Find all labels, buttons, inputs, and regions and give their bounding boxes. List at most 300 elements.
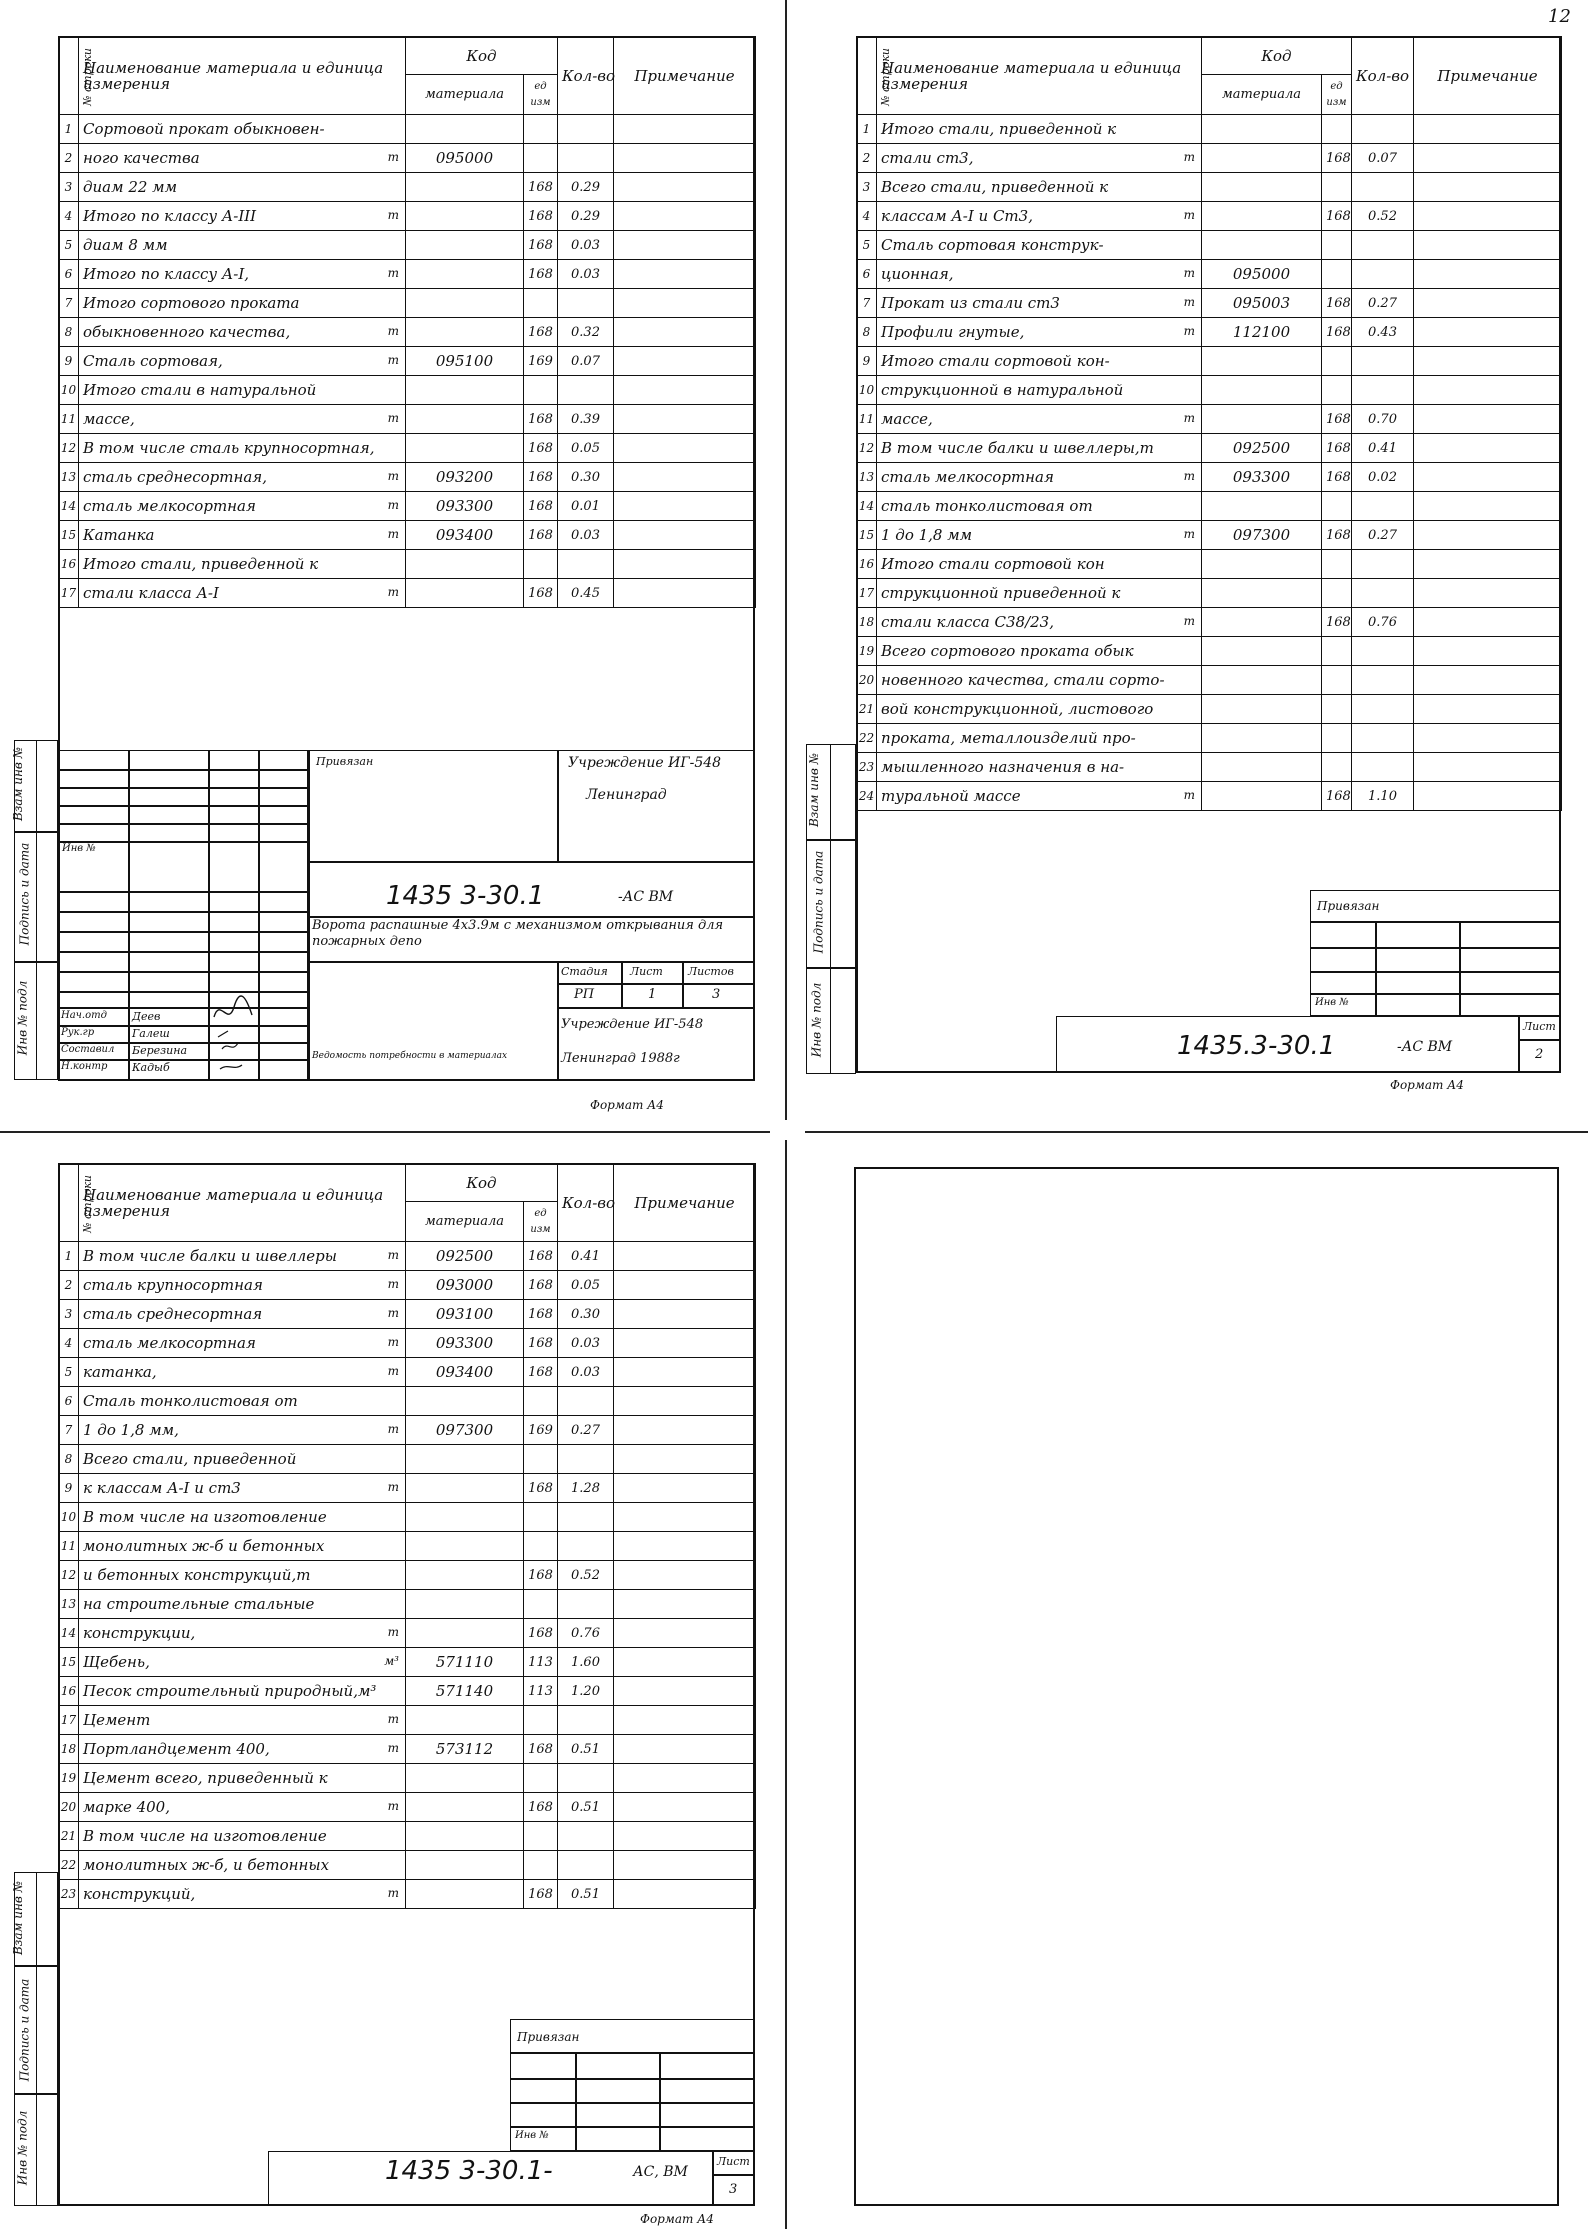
note <box>614 1764 756 1793</box>
row-number: 12 <box>59 434 79 463</box>
unit-code <box>524 144 558 173</box>
note <box>1414 521 1562 550</box>
header-row-no: № строки <box>59 37 79 115</box>
quantity: 0.41 <box>1352 434 1414 463</box>
row-number: 2 <box>59 144 79 173</box>
side-label-vzam: Взам инв № <box>11 746 26 822</box>
material-unit: т <box>1183 150 1195 164</box>
row-number: 5 <box>857 231 877 260</box>
material-unit: т <box>387 1625 399 1639</box>
row-number: 1 <box>857 115 877 144</box>
doc-suffix-2: -АС ВМ <box>1397 1039 1453 1055</box>
unit-code: 168 <box>524 1735 558 1764</box>
quantity <box>558 376 614 405</box>
material-code <box>1202 637 1322 666</box>
note <box>1414 347 1562 376</box>
material-name-text: монолитных ж-б и бетонных <box>83 1537 325 1555</box>
material-code <box>1202 695 1322 724</box>
unit-code: 168 <box>524 405 558 434</box>
material-code: 573112 <box>406 1735 524 1764</box>
table-row <box>857 753 1562 782</box>
material-code <box>406 260 524 289</box>
note <box>614 115 756 144</box>
quantity <box>558 550 614 579</box>
material-name-text: Сталь сортовая, <box>83 352 223 370</box>
row-number: 2 <box>59 1271 79 1300</box>
material-name <box>79 1851 406 1880</box>
row-number: 7 <box>59 1416 79 1445</box>
unit-code: 168 <box>524 1271 558 1300</box>
quantity: 1.60 <box>558 1648 614 1677</box>
material-name <box>79 1242 406 1271</box>
sheet-label: Лист <box>630 965 663 978</box>
material-code: 095100 <box>406 347 524 376</box>
quantity <box>1352 115 1414 144</box>
quantity: 0.43 <box>1352 318 1414 347</box>
note <box>614 1474 756 1503</box>
row-number: 12 <box>59 1561 79 1590</box>
material-code <box>1202 724 1322 753</box>
inv-label-2: Инв № <box>1315 997 1349 1008</box>
material-code: 093000 <box>406 1271 524 1300</box>
note <box>1414 695 1562 724</box>
material-unit: т <box>387 1480 399 1494</box>
table-row <box>857 550 1562 579</box>
note <box>614 260 756 289</box>
material-name-text: В том числе на изготовление <box>83 1508 327 1526</box>
row-number: 13 <box>59 1590 79 1619</box>
privyazan-label-3: Привязан <box>517 2030 580 2044</box>
note <box>614 579 756 608</box>
table-row <box>59 1329 756 1358</box>
table-row <box>59 1851 756 1880</box>
row-number: 17 <box>59 579 79 608</box>
quantity: 0.70 <box>1352 405 1414 434</box>
row-number: 18 <box>857 608 877 637</box>
sheet-2-side-strip <box>806 744 856 1074</box>
quantity: 0.51 <box>558 1735 614 1764</box>
note <box>1414 231 1562 260</box>
material-unit: т <box>387 324 399 338</box>
material-code <box>1202 782 1322 811</box>
sheet-3-side-strip <box>11 1872 58 2206</box>
doc-code-3: 1435 3-30.1- <box>385 2156 553 2186</box>
material-code <box>406 434 524 463</box>
format-label-1: Формат А4 <box>590 1098 664 1112</box>
table-row <box>59 1677 756 1706</box>
table-row <box>857 231 1562 260</box>
doc-title: Ворота распашные 4х3.9м с механизмом открывания для пожарных депо <box>312 918 724 949</box>
note <box>1414 463 1562 492</box>
role-3-name: Березина <box>132 1044 188 1057</box>
unit-code <box>1322 231 1352 260</box>
unit-code: 168 <box>524 260 558 289</box>
quantity <box>558 1590 614 1619</box>
unit-code: 168 <box>524 1619 558 1648</box>
note <box>614 1300 756 1329</box>
material-name-text: сталь среднесортная, <box>83 468 267 486</box>
role-4: Н.контр <box>61 1061 108 1072</box>
row-number: 9 <box>59 1474 79 1503</box>
material-name <box>877 550 1202 579</box>
material-unit: т <box>1183 208 1195 222</box>
material-unit: т <box>387 1335 399 1349</box>
table-row <box>59 144 756 173</box>
note <box>1414 260 1562 289</box>
table-row <box>857 405 1562 434</box>
note <box>614 1677 756 1706</box>
table-row <box>59 463 756 492</box>
unit-code <box>524 1822 558 1851</box>
role-2: Рук.гр <box>61 1027 95 1038</box>
material-code <box>1202 173 1322 202</box>
table-row <box>59 1387 756 1416</box>
material-name-text: обыкновенного качества, <box>83 323 291 341</box>
side-label-inv-2: Инв № подл <box>809 982 824 1058</box>
table-row <box>59 1503 756 1532</box>
material-name <box>79 1619 406 1648</box>
row-number: 20 <box>857 666 877 695</box>
note <box>614 173 756 202</box>
header-note: Примечание <box>614 37 756 115</box>
note <box>614 550 756 579</box>
quantity <box>558 115 614 144</box>
row-number: 13 <box>59 463 79 492</box>
material-name-text: диам 8 мм <box>83 236 168 254</box>
table-row <box>857 115 1562 144</box>
unit-code: 168 <box>524 521 558 550</box>
material-name-text: классам А-I и Ст3, <box>881 207 1033 225</box>
row-number: 9 <box>857 347 877 376</box>
material-name <box>79 463 406 492</box>
material-name-text: вой конструкционной, листового <box>881 700 1154 718</box>
material-code: 097300 <box>1202 521 1322 550</box>
unit-code <box>524 289 558 318</box>
quantity: 0.05 <box>558 434 614 463</box>
quantity <box>558 1822 614 1851</box>
unit-code: 168 <box>524 202 558 231</box>
quantity <box>1352 173 1414 202</box>
quantity: 0.03 <box>558 231 614 260</box>
table-row <box>59 405 756 434</box>
city-label: Ленинград <box>586 787 667 803</box>
material-unit: т <box>1183 469 1195 483</box>
material-name-text: Портландцемент 400, <box>83 1740 270 1758</box>
table-row <box>59 289 756 318</box>
table-row <box>59 231 756 260</box>
header-note-3: Примечание <box>614 1164 756 1242</box>
material-name <box>877 463 1202 492</box>
row-number: 15 <box>59 521 79 550</box>
sheet-3-privyazan-block <box>510 2019 755 2151</box>
row-number: 8 <box>59 318 79 347</box>
table-row <box>857 666 1562 695</box>
table-row <box>857 260 1562 289</box>
table-row <box>59 1358 756 1387</box>
quantity <box>1352 666 1414 695</box>
side-label-vzam-2: Взам инв № <box>807 752 822 828</box>
unit-code: 169 <box>524 347 558 376</box>
row-number: 14 <box>857 492 877 521</box>
row-number: 20 <box>59 1793 79 1822</box>
quantity: 0.45 <box>558 579 614 608</box>
row-number: 2 <box>857 144 877 173</box>
row-number: 10 <box>59 376 79 405</box>
material-name-text: новенного качества, стали сорто- <box>881 671 1165 689</box>
unit-code: 169 <box>524 1416 558 1445</box>
material-name <box>877 637 1202 666</box>
unit-code: 168 <box>524 1329 558 1358</box>
material-name-text: Итого стали сортовой кон <box>881 555 1105 573</box>
row-number: 10 <box>857 376 877 405</box>
material-name-text: стали класса С38/23, <box>881 613 1054 631</box>
material-unit: т <box>387 411 399 425</box>
header-code-material: материала <box>406 75 524 115</box>
sheet-2-table: № строки Наименование материала и единица измерения Код Кол-во Примечание материала ед изм 1 Итого стали, приведенной к 2 стали ст3, т 168 0.07 3 Всего стали, приведенной к 4 классам А-I и Ст3, т 168 0.52 5 Сталь сортовая конструк- 6 ционная, т 095000 7 Прокат из стали ст3 т 095003 168 0.27 8 Профили гнутые, т 112100 168 0.43 9 Итого стали сортовой кон- 10 струкционной в натуральной 11 массе, т 168 0.70 12 В том числе балки и швеллеры,т 092500 168 0.41 13 сталь мелкосортная т 093300 168 0.02 14 сталь тонколистовая от 15 1 до 1,8 мм т 097300 168 0.27 16 Итого стали сортовой кон 17 струкционной приведенной к 18 стали класса С38/23, т 168 0.76 19 Всего сортового проката обык 20 новенного качества, стали сорто- 21 вой конструкционной, листового 22 проката, металлоизделий про- 23 мышленного назначения в на- 24 туральной массе т 168 1.10 <box>856 36 1562 811</box>
quantity: 0.03 <box>558 260 614 289</box>
row-number: 24 <box>857 782 877 811</box>
table-row <box>59 1706 756 1735</box>
quantity: 0.51 <box>558 1880 614 1909</box>
material-code <box>1202 405 1322 434</box>
material-code: 095000 <box>1202 260 1322 289</box>
table-row <box>59 1561 756 1590</box>
table-row <box>857 376 1562 405</box>
material-code <box>1202 492 1322 521</box>
material-name <box>877 579 1202 608</box>
row-number: 19 <box>857 637 877 666</box>
sheets-label: Листов <box>688 965 734 978</box>
row-number: 4 <box>59 202 79 231</box>
note <box>1414 405 1562 434</box>
material-name-text: Катанка <box>83 526 155 544</box>
material-name <box>79 1416 406 1445</box>
note <box>614 376 756 405</box>
sheet-label-3: Лист <box>717 2155 750 2168</box>
unit-code: 168 <box>524 1300 558 1329</box>
material-code <box>406 1445 524 1474</box>
material-name <box>79 1358 406 1387</box>
table-row <box>857 289 1562 318</box>
material-name-text: ного качества <box>83 149 200 167</box>
table-row <box>59 492 756 521</box>
note <box>1414 173 1562 202</box>
unit-code <box>524 1445 558 1474</box>
row-number: 14 <box>59 1619 79 1648</box>
material-code <box>406 1532 524 1561</box>
material-name <box>79 1532 406 1561</box>
quantity <box>1352 376 1414 405</box>
material-unit: т <box>387 353 399 367</box>
unit-code <box>524 550 558 579</box>
note <box>614 1503 756 1532</box>
material-name-text: сталь крупносортная <box>83 1276 263 1294</box>
row-number: 7 <box>59 289 79 318</box>
unit-code: 168 <box>1322 202 1352 231</box>
material-unit: т <box>387 150 399 164</box>
row-number: 15 <box>59 1648 79 1677</box>
header-code-unit: ед изм <box>524 75 558 115</box>
material-name <box>877 695 1202 724</box>
table-row <box>857 492 1562 521</box>
quantity: 0.76 <box>558 1619 614 1648</box>
material-unit: т <box>387 266 399 280</box>
unit-code: 168 <box>524 434 558 463</box>
header-code-unit-3: ед изм <box>524 1202 558 1242</box>
note <box>614 1880 756 1909</box>
table-row <box>59 1271 756 1300</box>
quantity <box>558 1851 614 1880</box>
note <box>614 1706 756 1735</box>
material-name <box>79 144 406 173</box>
table-row <box>59 1793 756 1822</box>
privyazan-label: Привязан <box>316 755 374 768</box>
material-code: 095003 <box>1202 289 1322 318</box>
unit-code: 168 <box>1322 289 1352 318</box>
note <box>614 1851 756 1880</box>
unit-code <box>1322 347 1352 376</box>
quantity: 0.52 <box>558 1561 614 1590</box>
row-number: 23 <box>59 1880 79 1909</box>
material-name-text: Всего стали, приведенной к <box>881 178 1109 196</box>
quantity: 0.30 <box>558 1300 614 1329</box>
signature-marks <box>210 987 256 1077</box>
material-name-text: массе, <box>83 410 135 428</box>
side-label-inv-3: Инв № подл <box>15 2110 30 2186</box>
sheet-3-doc-block <box>268 2151 755 2206</box>
org-label: Учреждение ИГ-548 <box>568 755 722 771</box>
row-number: 1 <box>59 1242 79 1271</box>
material-name <box>877 115 1202 144</box>
table-row <box>59 376 756 405</box>
material-name-text: 1 до 1,8 мм, <box>83 1421 179 1439</box>
table-row <box>59 1416 756 1445</box>
unit-code: 168 <box>524 1880 558 1909</box>
material-code: 097300 <box>406 1416 524 1445</box>
material-name <box>877 434 1202 463</box>
material-unit: т <box>387 208 399 222</box>
quantity <box>558 1764 614 1793</box>
table-row <box>857 579 1562 608</box>
note <box>1414 666 1562 695</box>
material-name-text: сталь мелкосортная <box>83 1334 256 1352</box>
material-name <box>79 1329 406 1358</box>
note <box>614 202 756 231</box>
material-name-text: туральной массе <box>881 787 1021 805</box>
note <box>1414 144 1562 173</box>
material-name <box>79 1445 406 1474</box>
quantity: 1.28 <box>558 1474 614 1503</box>
material-code <box>406 289 524 318</box>
material-code <box>406 1851 524 1880</box>
sheet-1-table <box>58 36 756 608</box>
note <box>1414 637 1562 666</box>
stage-value: РП <box>574 987 595 1002</box>
material-unit: т <box>1183 614 1195 628</box>
material-code <box>406 1619 524 1648</box>
material-code: 092500 <box>406 1242 524 1271</box>
unit-code: 168 <box>1322 463 1352 492</box>
row-number: 3 <box>59 173 79 202</box>
material-name <box>877 521 1202 550</box>
material-name-text: В том числе на изготовление <box>83 1827 327 1845</box>
note <box>614 434 756 463</box>
row-number: 8 <box>857 318 877 347</box>
unit-code <box>524 1706 558 1735</box>
unit-code <box>524 1532 558 1561</box>
unit-code: 168 <box>1322 144 1352 173</box>
note <box>1414 318 1562 347</box>
row-number: 16 <box>857 550 877 579</box>
material-code <box>1202 376 1322 405</box>
material-name-text: Сталь сортовая конструк- <box>881 236 1104 254</box>
note <box>614 1619 756 1648</box>
note <box>614 463 756 492</box>
material-name-text: Цемент <box>83 1711 151 1729</box>
material-unit: м³ <box>384 1654 399 1668</box>
role-3: Составил <box>61 1044 115 1055</box>
sheet-1-title-block <box>58 750 755 1080</box>
material-name <box>79 1793 406 1822</box>
role-4-name: Кадыб <box>132 1061 170 1074</box>
quantity: 0.39 <box>558 405 614 434</box>
material-name <box>79 1561 406 1590</box>
material-name <box>877 318 1202 347</box>
quantity: 0.30 <box>558 463 614 492</box>
material-name <box>79 289 406 318</box>
material-unit: т <box>387 1712 399 1726</box>
material-name <box>79 231 406 260</box>
material-code <box>1202 231 1322 260</box>
material-name-text: Всего стали, приведенной <box>83 1450 297 1468</box>
note <box>614 1822 756 1851</box>
material-name <box>79 1648 406 1677</box>
unit-code: 168 <box>524 579 558 608</box>
row-number: 17 <box>59 1706 79 1735</box>
material-name-text: Итого стали в натуральной <box>83 381 317 399</box>
material-name-text: конструкций, <box>83 1885 196 1903</box>
material-name-text: сталь мелкосортная <box>83 497 256 515</box>
material-name <box>877 231 1202 260</box>
header-qty-3: Кол-во <box>558 1164 614 1242</box>
unit-code <box>1322 666 1352 695</box>
header-code: Код <box>406 37 558 75</box>
row-number: 5 <box>59 231 79 260</box>
material-unit: т <box>387 1886 399 1900</box>
material-name <box>79 1735 406 1764</box>
unit-code <box>524 115 558 144</box>
side-label-inv: Инв № подл <box>15 980 30 1056</box>
material-code <box>1202 550 1322 579</box>
material-unit: т <box>387 1422 399 1436</box>
table-row <box>59 260 756 289</box>
table-row <box>59 521 756 550</box>
unit-code <box>1322 173 1352 202</box>
row-number: 14 <box>59 492 79 521</box>
material-code <box>406 376 524 405</box>
note <box>614 144 756 173</box>
city2-label: Ленинград 1988г <box>561 1051 680 1066</box>
unit-code: 168 <box>1322 434 1352 463</box>
material-unit: т <box>1183 324 1195 338</box>
material-name-text: Профили гнутые, <box>881 323 1025 341</box>
row-number: 6 <box>857 260 877 289</box>
material-code <box>1202 144 1322 173</box>
quantity: 0.27 <box>1352 521 1414 550</box>
quantity: 0.76 <box>1352 608 1414 637</box>
unit-code <box>1322 695 1352 724</box>
quantity <box>1352 637 1414 666</box>
